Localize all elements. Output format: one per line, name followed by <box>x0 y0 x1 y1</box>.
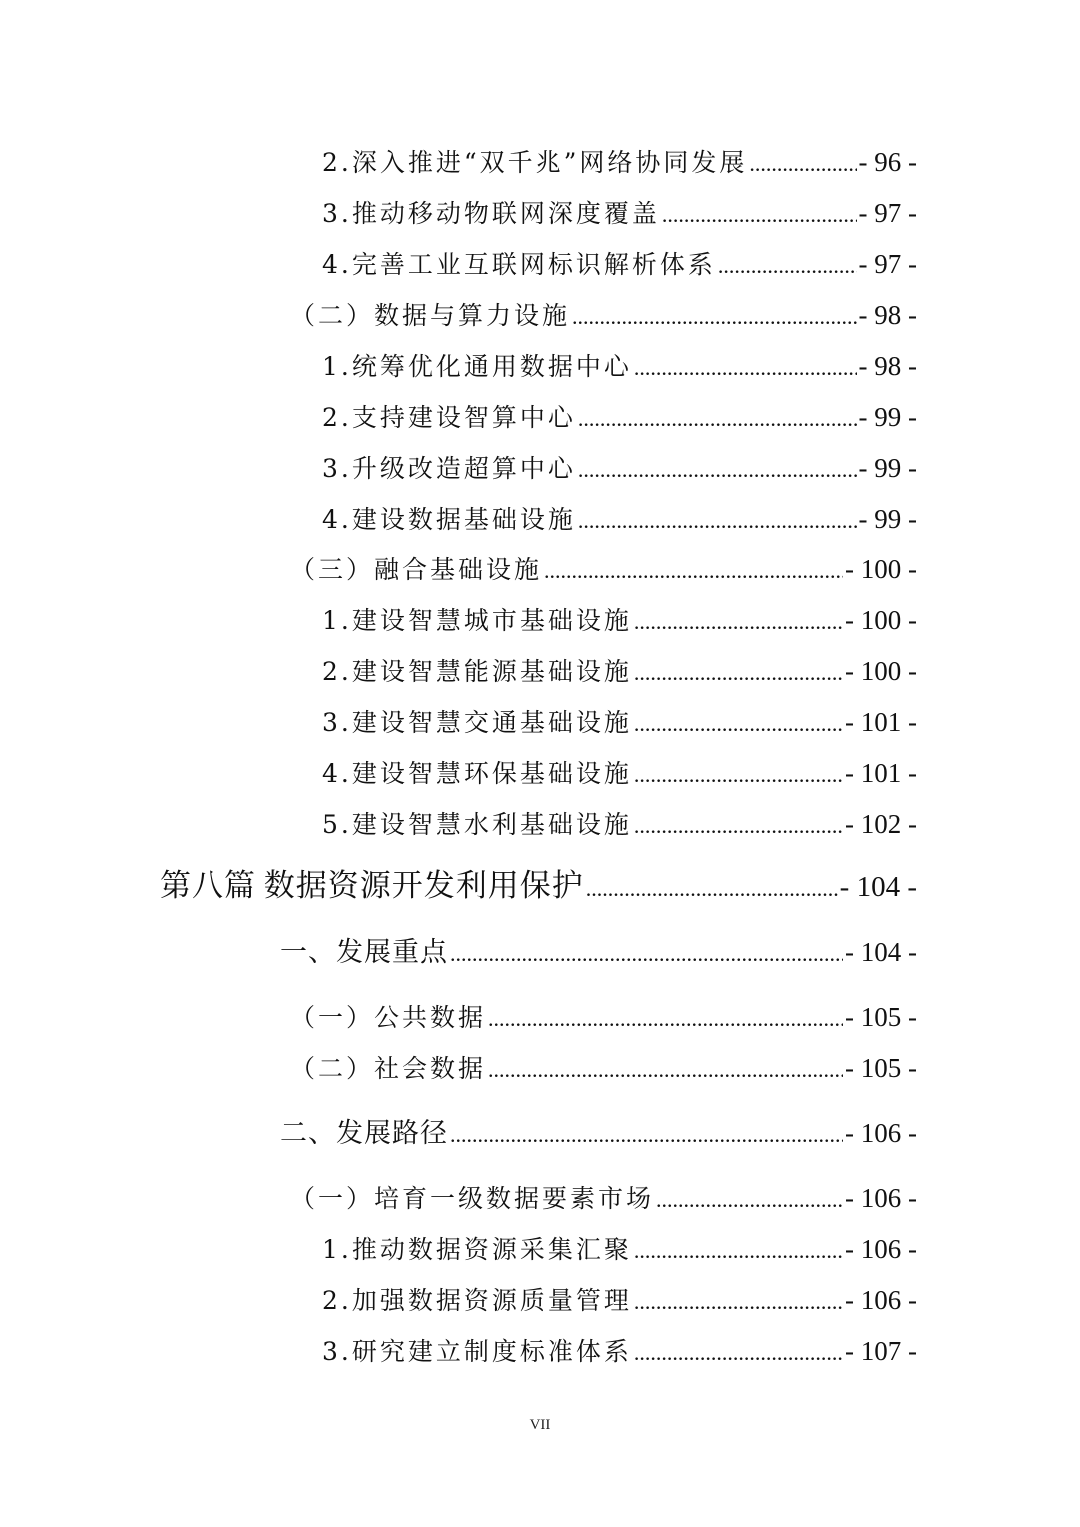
toc-entry[interactable] <box>322 1280 917 1320</box>
leader-dots <box>634 1333 843 1373</box>
leader-dots <box>578 399 857 439</box>
toc-section-heading[interactable] <box>280 932 917 972</box>
toc-entry[interactable] <box>290 1048 917 1088</box>
toc-entry-title: 2.建设智慧能源基础设施 <box>322 657 632 686</box>
toc-entry-title: 一、发展重点 <box>280 937 448 968</box>
toc-entry-page: - 100 - <box>845 605 917 635</box>
toc-entry-page: - 96 - <box>858 147 917 177</box>
leader-dots <box>656 1180 843 1220</box>
toc-entry-page: - 104 - <box>839 871 917 903</box>
toc-entry-title: 2.加强数据资源质量管理 <box>322 1286 632 1315</box>
leader-dots <box>749 144 856 184</box>
toc-entry-page: - 100 - <box>845 554 917 584</box>
toc-entry[interactable] <box>290 1178 917 1218</box>
leader-dots <box>634 806 843 846</box>
leader-dots <box>544 551 843 591</box>
toc-section-heading[interactable] <box>280 1113 917 1153</box>
toc-entry-title: 4.完善工业互联网标识解析体系 <box>322 250 716 279</box>
leader-dots <box>578 450 857 490</box>
toc-entry[interactable] <box>322 702 917 742</box>
toc-entry-title: （一）公共数据 <box>290 1003 487 1032</box>
toc-entry[interactable] <box>322 600 917 640</box>
toc-entry-page: - 98 - <box>858 300 917 330</box>
leader-dots <box>634 1282 843 1322</box>
toc-entry-title: （一）培育一级数据要素市场 <box>290 1184 655 1213</box>
toc-entry[interactable] <box>322 448 917 488</box>
leader-dots <box>718 246 857 286</box>
toc-entry-title: 4.建设数据基础设施 <box>322 505 576 534</box>
toc-entry-page: - 101 - <box>845 758 917 788</box>
toc-entry[interactable] <box>322 244 917 284</box>
toc-entry-page: - 106 - <box>845 1285 917 1315</box>
toc-entry[interactable] <box>322 753 917 793</box>
leader-dots <box>488 1050 843 1090</box>
toc-entry-page: - 102 - <box>845 809 917 839</box>
leader-dots <box>634 755 843 795</box>
leader-dots <box>634 653 843 693</box>
toc-entry-title: 5.建设智慧水利基础设施 <box>322 810 632 839</box>
toc-entry[interactable] <box>322 346 917 386</box>
toc-entry[interactable] <box>290 997 917 1037</box>
toc-entry[interactable] <box>322 651 917 691</box>
page-number: VII <box>529 1417 551 1433</box>
toc-entry-title: 4.建设智慧环保基础设施 <box>322 759 632 788</box>
toc-entry-title: 3.推动移动物联网深度覆盖 <box>322 199 660 228</box>
leader-dots <box>488 999 843 1039</box>
toc-entry-title: 2.支持建设智算中心 <box>322 403 576 432</box>
leader-dots <box>634 348 857 388</box>
toc-part-label: 第八篇 <box>160 868 256 904</box>
toc-entry-title: 1.推动数据资源采集汇聚 <box>322 1235 632 1264</box>
toc-entry-page: - 107 - <box>845 1336 917 1366</box>
leader-dots <box>450 934 843 974</box>
toc-entry-page: - 104 - <box>845 937 917 967</box>
toc-entry[interactable] <box>322 499 917 539</box>
toc-entry[interactable] <box>322 397 917 437</box>
toc-entry-page: - 99 - <box>858 402 917 432</box>
toc-entry-title: 二、发展路径 <box>280 1118 448 1149</box>
toc-entry-page: - 105 - <box>845 1053 917 1083</box>
leader-dots <box>662 195 857 235</box>
toc-entry-title: （三）融合基础设施 <box>290 555 543 584</box>
toc-entry-title: 2.深入推进“双千兆”网络协同发展 <box>322 148 748 177</box>
leader-dots <box>634 602 843 642</box>
toc-entry-page: - 105 - <box>845 1002 917 1032</box>
toc-entry-page: - 99 - <box>858 453 917 483</box>
toc-entry-page: - 106 - <box>845 1118 917 1148</box>
toc-entry-page: - 97 - <box>858 249 917 279</box>
toc-part-heading[interactable] <box>160 861 917 911</box>
toc-entry-title: 3.建设智慧交通基础设施 <box>322 708 632 737</box>
toc-entry-title: 3.升级改造超算中心 <box>322 454 576 483</box>
leader-dots <box>450 1115 843 1155</box>
leader-dots <box>634 704 843 744</box>
toc-entry[interactable] <box>322 1331 917 1371</box>
toc-entry-title: （二）数据与算力设施 <box>290 301 571 330</box>
toc-entry-page: - 106 - <box>845 1183 917 1213</box>
toc-entry[interactable] <box>290 549 917 589</box>
toc-entry-title: 3.研究建立制度标准体系 <box>322 1337 632 1366</box>
toc-entry-page: - 100 - <box>845 656 917 686</box>
toc-entry[interactable] <box>322 193 917 233</box>
leader-dots <box>572 297 857 337</box>
leader-dots <box>578 501 857 541</box>
toc-entry-page: - 97 - <box>858 198 917 228</box>
toc-entry-title: 数据资源开发利用保护 <box>263 868 584 904</box>
toc-entry-page: - 99 - <box>858 504 917 534</box>
toc-entry[interactable] <box>322 142 917 182</box>
toc-entry[interactable] <box>322 1229 917 1269</box>
toc-entry-page: - 106 - <box>845 1234 917 1264</box>
toc-entry[interactable] <box>290 295 917 335</box>
toc-entry-page: - 101 - <box>845 707 917 737</box>
toc-entry-title: （二）社会数据 <box>290 1054 487 1083</box>
toc-entry-page: - 98 - <box>858 351 917 381</box>
toc-entry-title: 1.建设智慧城市基础设施 <box>322 606 632 635</box>
leader-dots <box>586 864 838 914</box>
toc-entry-title: 1.统筹优化通用数据中心 <box>322 352 632 381</box>
leader-dots <box>634 1231 843 1271</box>
toc-entry[interactable] <box>322 804 917 844</box>
